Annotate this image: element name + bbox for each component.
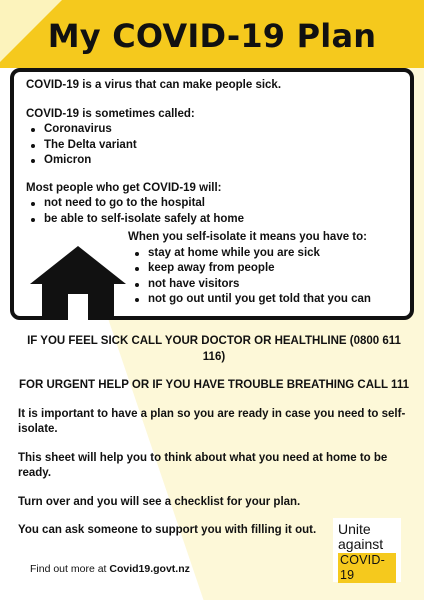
urgent-help-notice: FOR URGENT HELP OR IF YOU HAVE TROUBLE BREATHING CALL 111 <box>19 379 409 391</box>
turn-over-paragraph: Turn over and you will see a checklist for your plan. <box>18 495 301 508</box>
list-item: not need to go to the hospital <box>30 196 400 212</box>
self-isolate-section <box>26 230 400 322</box>
info-card <box>10 68 414 320</box>
sheet-paragraph: This sheet will help you to think about what you need at home to be ready. <box>18 451 388 479</box>
called-list <box>26 122 400 169</box>
body-text <box>18 334 410 539</box>
self-isolate-list <box>128 246 371 308</box>
list-item: Omicron <box>30 153 400 169</box>
list-item: be able to self-isolate safely at home <box>30 212 400 228</box>
self-isolate-heading: When you self-isolate it means you have to: <box>128 231 367 243</box>
unite-against-covid-logo <box>333 518 401 582</box>
footer-find-out-more <box>30 563 190 575</box>
list-item: keep away from people <box>134 261 371 277</box>
support-paragraph: You can ask someone to support you with filling it out. <box>18 524 317 536</box>
self-isolate-text <box>128 230 371 322</box>
intro-text: COVID-19 is a virus that can make people sick. <box>26 79 282 91</box>
logo-line-covid: COVID-19 <box>338 553 396 583</box>
called-heading: COVID-19 is sometimes called: <box>26 107 195 120</box>
plan-paragraph: It is important to have a plan so you are ready in case you need to self-isolate. <box>18 407 406 435</box>
most-people-heading: Most people who get COVID-19 will: <box>26 181 222 194</box>
list-item: stay at home while you are sick <box>134 246 371 262</box>
house-icon <box>30 242 126 322</box>
header-banner <box>0 0 424 68</box>
list-item: The Delta variant <box>30 138 400 154</box>
call-doctor-notice: IF YOU FEEL SICK CALL YOUR DOCTOR OR HEALTHLINE (0800 611 116) <box>27 335 401 363</box>
footer-website-link[interactable]: Covid19.govt.nz <box>109 563 190 575</box>
most-people-list <box>26 196 400 227</box>
page-title: My COVID-19 Plan <box>47 17 377 55</box>
list-item: Coronavirus <box>30 122 400 138</box>
list-item: not go out until you get told that you can <box>134 292 371 308</box>
logo-line-against: against <box>338 536 384 552</box>
list-item: not have visitors <box>134 277 371 293</box>
logo-line-unite: Unite <box>338 521 371 537</box>
footer-prefix: Find out more at <box>30 563 110 575</box>
